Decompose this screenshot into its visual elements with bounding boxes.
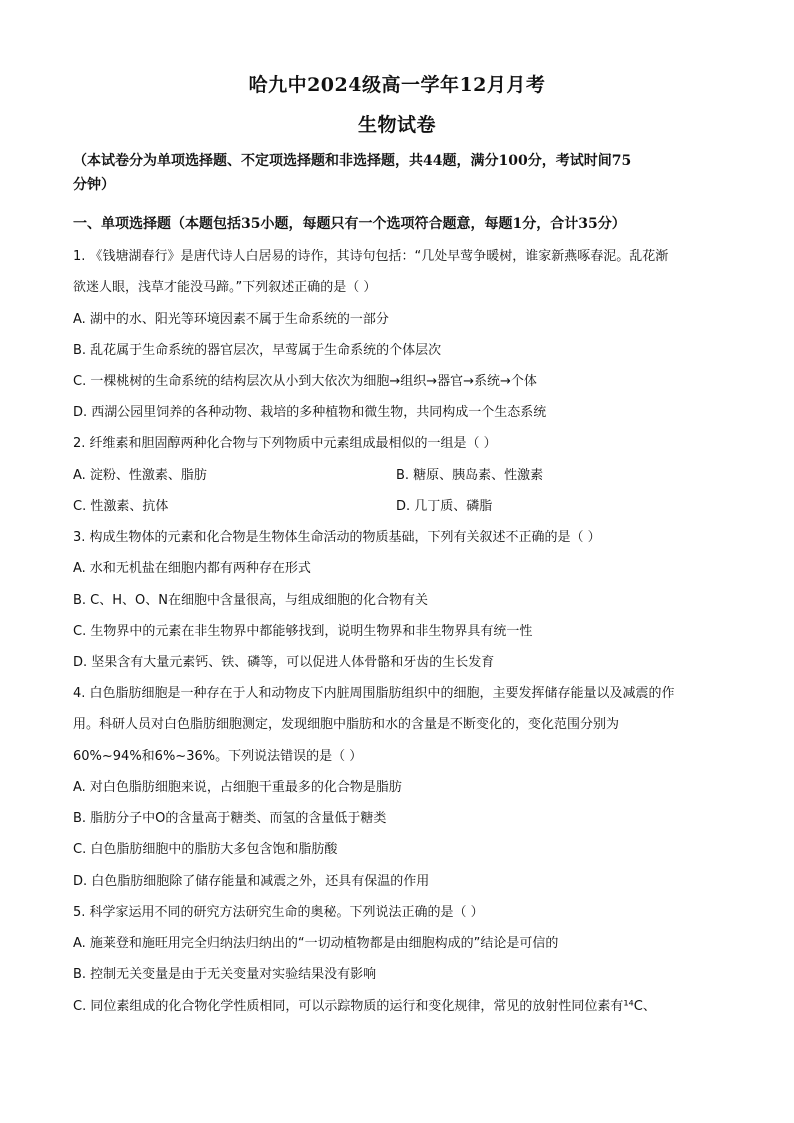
question-4-option-c: C. 白色脂肪细胞中的脂肪大多包含饱和脂肪酸 xyxy=(73,842,338,857)
question-5-option-c: C. 同位素组成的化合物化学性质相同，可以示踪物质的运行和变化规律，常见的放射性同位素有¹⁴C、 xyxy=(73,999,656,1014)
instructions-line-1: （本试卷分为单项选择题、不定项选择题和非选择题，共44题，满分100分，考试时间75 xyxy=(73,153,632,169)
exam-subject: 生物试卷 xyxy=(357,114,436,136)
question-2-stem: 2. 纤维素和胆固醇两种化合物与下列物质中元素组成最相似的一组是（ ） xyxy=(73,436,497,451)
exam-instructions xyxy=(73,149,723,197)
question-5-option-b: B. 控制无关变量是由于无关变量对实验结果没有影响 xyxy=(73,967,377,982)
question-2-option-a: A. 淀粉、性激素、脂肪 xyxy=(73,468,207,483)
exam-title: 哈九中2024级高一学年12月月考 xyxy=(248,74,546,96)
question-1-option-b: B. 乱花属于生命系统的器官层次，早莺属于生命系统的个体层次 xyxy=(73,343,442,358)
question-4-option-b: B. 脂肪分子中O的含量高于糖类、而氢的含量低于糖类 xyxy=(73,811,387,826)
question-2-option-b: B. 糖原、胰岛素、性激素 xyxy=(396,468,544,483)
question-3-option-c: C. 生物界中的元素在非生物界中都能够找到，说明生物界和非生物界具有统一性 xyxy=(73,624,533,639)
question-4-stem-line-2: 用。科研人员对白色脂肪细胞测定，发现细胞中脂肪和水的含量是不断变化的，变化范围分别为 xyxy=(73,717,620,732)
question-4-stem-line-1: 4. 白色脂肪细胞是一种存在于人和动物皮下内脏周围脂肪组织中的细胞，主要发挥储存能量以及减震的作 xyxy=(73,686,675,701)
question-3-stem: 3. 构成生物体的元素和化合物是生物体生命活动的物质基础，下列有关叙述不正确的是（ ） xyxy=(73,530,601,545)
question-3-option-b: B. C、H、O、N在细胞中含量很高，与组成细胞的化合物有关 xyxy=(73,593,428,608)
question-2-option-c: C. 性激素、抗体 xyxy=(73,499,169,514)
question-3-option-d: D. 坚果含有大量元素钙、铁、磷等，可以促进人体骨骼和牙齿的生长发育 xyxy=(73,655,495,670)
question-1-stem-line-1: 1. 《钱塘湖春行》是唐代诗人白居易的诗作，其诗句包括：“几处早莺争暖树，谁家新燕啄春泥。乱花渐 xyxy=(73,249,669,264)
instructions-line-2: 分钟） xyxy=(73,177,115,193)
question-3-option-a: A. 水和无机盐在细胞内都有两种存在形式 xyxy=(73,561,311,576)
question-4-stem-line-3: 60%~94%和6%~36%。下列说法错误的是（ ） xyxy=(73,749,363,764)
question-1-option-a: A. 湖中的水、阳光等环境因素不属于生命系统的一部分 xyxy=(73,312,389,327)
question-5-option-a: A. 施莱登和施旺用完全归纳法归纳出的“一切动植物都是由细胞构成的”结论是可信的 xyxy=(73,936,559,951)
question-1-option-c: C. 一棵桃树的生命系统的结构层次从小到大依次为细胞→组织→器官→系统→个体 xyxy=(73,374,537,389)
question-1-stem-line-2: 欲迷人眼，浅草才能没马蹄。”下列叙述正确的是（ ） xyxy=(73,280,377,295)
question-2-option-d: D. 几丁质、磷脂 xyxy=(396,499,493,514)
question-4-option-a: A. 对白色脂肪细胞来说，占细胞干重最多的化合物是脂肪 xyxy=(73,780,402,795)
question-1-option-d: D. 西湖公园里饲养的各种动物、栽培的多种植物和微生物，共同构成一个生态系统 xyxy=(73,405,547,420)
question-5-stem: 5. 科学家运用不同的研究方法研究生命的奥秘。下列说法正确的是（ ） xyxy=(73,905,484,920)
section-heading: 一、单项选择题（本题包括35小题，每题只有一个选项符合题意，每题1分，合计35分） xyxy=(73,216,626,232)
question-4-option-d: D. 白色脂肪细胞除了储存能量和减震之外，还具有保温的作用 xyxy=(73,874,430,889)
